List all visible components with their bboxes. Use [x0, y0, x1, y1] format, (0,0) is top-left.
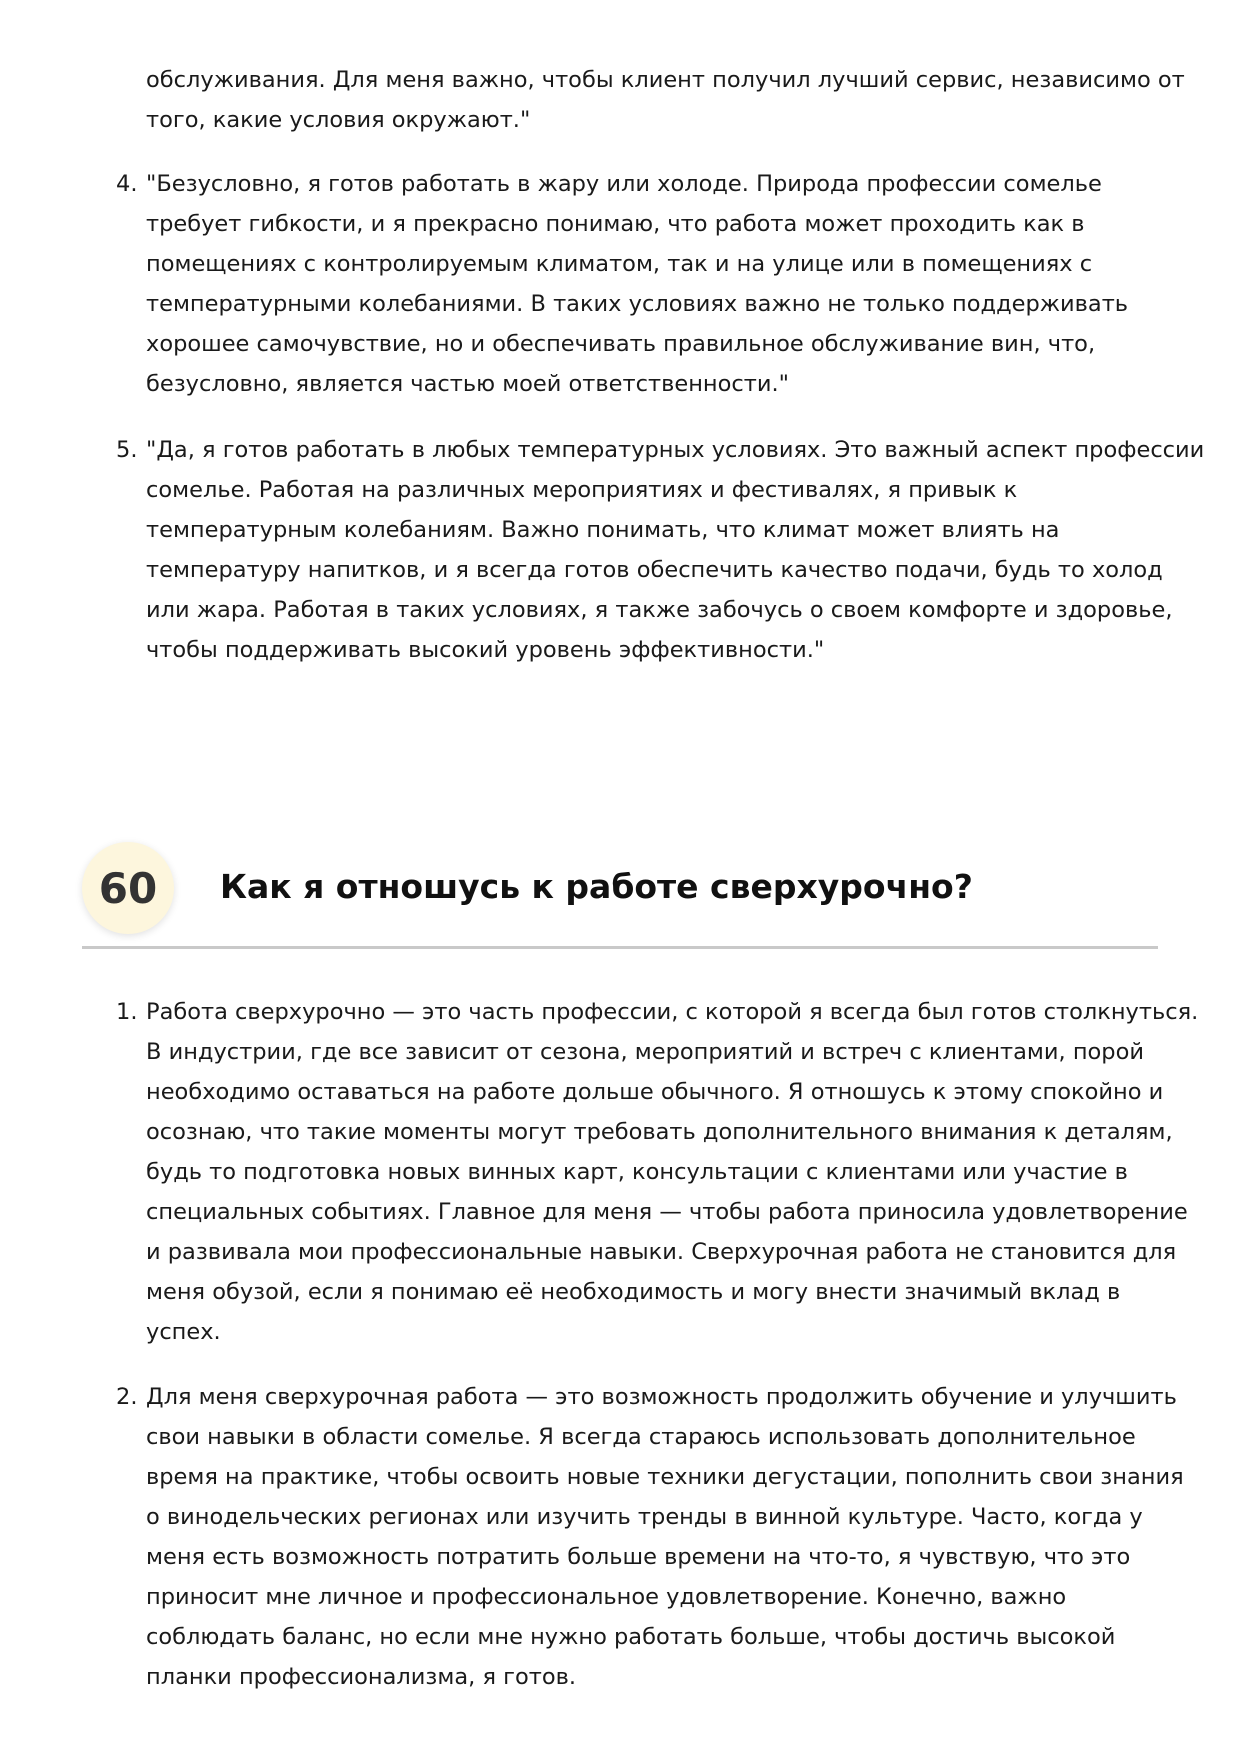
question-number-badge: 60 [82, 842, 174, 934]
text-line: приносит мне личное и профессиональное удовлетворение. Конечно, важно [146, 1584, 1067, 1610]
list-item [146, 164, 1156, 404]
text-line: успех. [146, 1319, 221, 1345]
text-line: "Да, я готов работать в любых температурных условиях. Это важный аспект профессии [146, 437, 1205, 463]
list-item [146, 430, 1205, 670]
text-line: того, какие условия окружают." [146, 107, 531, 133]
list-number: 1. [116, 999, 138, 1025]
text-line: меня обузой, если я понимаю её необходимость и могу внести значимый вклад в [146, 1279, 1121, 1305]
text-line: безусловно, является частью моей ответственности." [146, 371, 789, 397]
answer-continuation [146, 60, 1185, 140]
text-line: меня есть возможность потратить больше времени на что-то, я чувствую, что это [146, 1544, 1131, 1570]
list-item [146, 1377, 1184, 1697]
list-item [146, 992, 1199, 1352]
text-line: о винодельческих регионах или изучить тренды в винной культуре. Часто, когда у [146, 1504, 1143, 1530]
list-number: 2. [116, 1384, 138, 1410]
text-line: необходимо оставаться на работе дольше обычного. Я отношусь к этому спокойно и [146, 1079, 1164, 1105]
text-line: специальных событиях. Главное для меня — чтобы работа приносила удовлетворение [146, 1199, 1188, 1225]
list-number: 5. [116, 437, 138, 463]
text-line: соблюдать баланс, но если мне нужно работать больше, чтобы достичь высокой [146, 1624, 1116, 1650]
text-line: Для меня сверхурочная работа — это возможность продолжить обучение и улучшить [146, 1384, 1177, 1410]
header-divider [82, 946, 1158, 949]
text-line: осознаю, что такие моменты могут требовать дополнительного внимания к деталям, [146, 1119, 1173, 1145]
text-line: хорошее самочувствие, но и обеспечивать правильное обслуживание вин, что, [146, 331, 1096, 357]
text-line: будь то подготовка новых винных карт, консультации с клиентами или участие в [146, 1159, 1128, 1185]
question-title: Как я отношусь к работе сверхурочно? [220, 867, 973, 906]
text-line: требует гибкости, и я прекрасно понимаю, что работа может проходить как в [146, 211, 1085, 237]
text-line: планки профессионализма, я готов. [146, 1664, 577, 1690]
text-line: и развивала мои профессиональные навыки. Сверхурочная работа не становится для [146, 1239, 1177, 1265]
text-line: Работа сверхурочно — это часть профессии, с которой я всегда был готов столкнуться. [146, 999, 1199, 1025]
text-line: обслуживания. Для меня важно, чтобы клиент получил лучший сервис, независимо от [146, 67, 1185, 93]
text-line: время на практике, чтобы освоить новые техники дегустации, пополнить свои знания [146, 1464, 1184, 1490]
text-line: или жара. Работая в таких условиях, я также забочусь о своем комфорте и здоровье, [146, 597, 1173, 623]
text-line: температурными колебаниями. В таких условиях важно не только поддерживать [146, 291, 1129, 317]
text-line: чтобы поддерживать высокий уровень эффективности." [146, 637, 825, 663]
text-line: температуру напитков, и я всегда готов обеспечить качество подачи, будь то холод [146, 557, 1163, 583]
question-header [82, 842, 1162, 948]
text-line: свои навыки в области сомелье. Я всегда стараюсь использовать дополнительное [146, 1424, 1136, 1450]
text-line: "Безусловно, я готов работать в жару или холоде. Природа профессии сомелье [146, 171, 1102, 197]
list-number: 4. [116, 171, 138, 197]
text-line: В индустрии, где все зависит от сезона, мероприятий и встреч с клиентами, порой [146, 1039, 1144, 1065]
text-line: температурным колебаниям. Важно понимать, что климат может влиять на [146, 517, 1060, 543]
text-line: помещениях с контролируемым климатом, так и на улице или в помещениях с [146, 251, 1093, 277]
text-line: сомелье. Работая на различных мероприятиях и фестивалях, я привык к [146, 477, 1018, 503]
